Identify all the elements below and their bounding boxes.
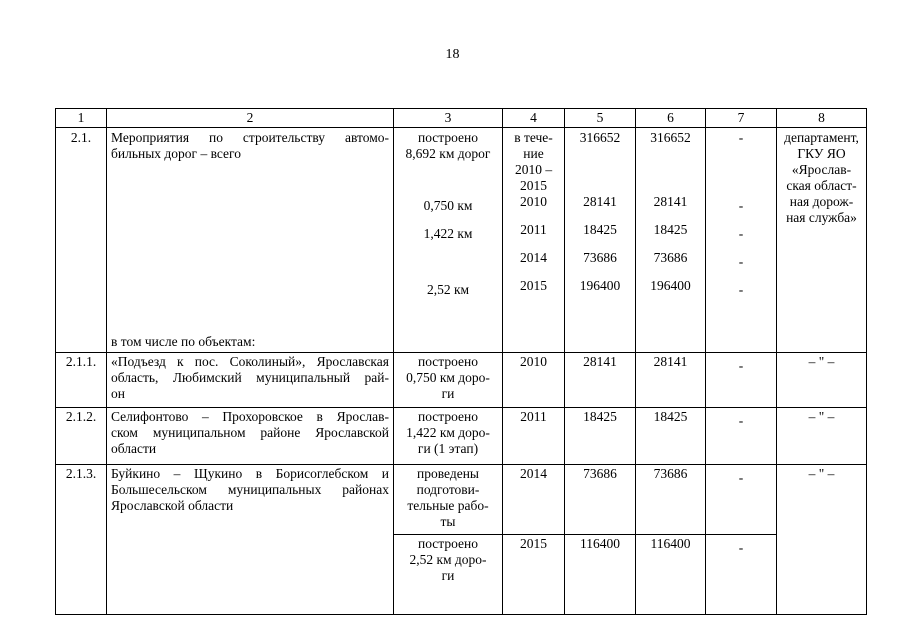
amount-a-cell bbox=[565, 535, 636, 615]
row-number bbox=[56, 408, 107, 465]
measure-name-cell bbox=[107, 465, 394, 615]
result-cell bbox=[394, 408, 503, 465]
sub-note: в том числе по объектам: bbox=[111, 334, 256, 349]
amount-value: - bbox=[738, 540, 744, 555]
result-line: ги bbox=[441, 568, 455, 583]
amount-value: - bbox=[738, 226, 744, 241]
measure-line: ском муниципальном районе Ярославской bbox=[111, 425, 389, 440]
result-cell bbox=[394, 353, 503, 408]
measure-line: Большесельском муниципальных районах bbox=[111, 482, 389, 497]
responsible-cell bbox=[777, 128, 867, 353]
row-number-text: 2.1. bbox=[70, 130, 92, 145]
amount-b-cell bbox=[636, 408, 706, 465]
measure-line: Ярославской области bbox=[111, 498, 234, 513]
year-cell bbox=[503, 535, 565, 615]
amount-value: 28141 bbox=[653, 194, 688, 209]
amount-value: 73686 bbox=[583, 466, 617, 481]
amount-value: 18425 bbox=[583, 409, 617, 424]
amount-value: - bbox=[738, 282, 744, 297]
result-line: 8,692 км дорог bbox=[405, 146, 491, 161]
program-table bbox=[55, 108, 867, 615]
table-row bbox=[56, 465, 867, 535]
period-line: 2010 – bbox=[514, 162, 553, 177]
result-line: построено bbox=[418, 354, 478, 369]
amount-b-cell bbox=[636, 465, 706, 535]
amount-value: 196400 bbox=[650, 278, 691, 293]
period-line: 2015 bbox=[520, 178, 547, 193]
amount-value: - bbox=[738, 413, 744, 428]
year-cell bbox=[503, 353, 565, 408]
amount-value: 18425 bbox=[653, 222, 688, 237]
row-number-text: 2.1.3. bbox=[65, 466, 97, 481]
amount-value: 73686 bbox=[653, 466, 688, 481]
row-number-text: 2.1.2. bbox=[65, 409, 97, 424]
amount-total: - bbox=[738, 130, 744, 145]
amount-total: 316652 bbox=[579, 130, 621, 145]
row-number bbox=[56, 465, 107, 615]
result-line: подготови- bbox=[416, 482, 480, 497]
amount-value: - bbox=[738, 254, 744, 269]
amount-a-cell bbox=[565, 353, 636, 408]
responsible-cell bbox=[777, 408, 867, 465]
result-cell bbox=[394, 128, 503, 353]
amount-c-cell bbox=[706, 535, 777, 615]
amount-a-cell bbox=[565, 408, 636, 465]
amount-value: 116400 bbox=[580, 536, 620, 551]
period-cell bbox=[503, 128, 565, 353]
header-cell: 1 bbox=[56, 109, 107, 128]
responsible-value: – " – bbox=[808, 354, 835, 369]
year-line: 2010 bbox=[520, 194, 547, 209]
amount-b-cell bbox=[636, 353, 706, 408]
amount-value: 73686 bbox=[653, 250, 688, 265]
responsible-value: – " – bbox=[808, 466, 835, 481]
result-line: проведены bbox=[417, 466, 479, 481]
result-cell bbox=[394, 535, 503, 615]
header-cell: 7 bbox=[706, 109, 777, 128]
responsible-cell bbox=[777, 353, 867, 408]
amount-value: - bbox=[738, 470, 744, 485]
result-line: 1,422 км доро- bbox=[406, 425, 490, 440]
result-line: 1,422 км bbox=[423, 226, 473, 241]
responsible-line: департамент, bbox=[784, 130, 859, 145]
year-cell bbox=[503, 465, 565, 535]
responsible-cell bbox=[777, 465, 867, 615]
amount-total: 316652 bbox=[650, 130, 691, 145]
amount-b-cell bbox=[636, 128, 706, 353]
amount-value: 28141 bbox=[653, 354, 688, 369]
year-value: 2011 bbox=[520, 409, 547, 424]
result-line: 2,52 км доро- bbox=[409, 552, 487, 567]
page-number: 18 bbox=[445, 47, 460, 62]
result-line: ги bbox=[441, 386, 455, 401]
responsible-line: ская област- bbox=[786, 178, 857, 193]
amount-c-cell bbox=[706, 353, 777, 408]
amount-value: 116400 bbox=[650, 536, 691, 551]
result-line bbox=[398, 254, 498, 282]
row-number-text: 2.1.1. bbox=[65, 354, 97, 369]
amount-value: 18425 bbox=[653, 409, 688, 424]
year-value: 2015 bbox=[520, 536, 547, 551]
amount-value: - bbox=[738, 358, 744, 373]
header-cell: 2 bbox=[107, 109, 394, 128]
period-line: в тече- bbox=[514, 130, 553, 145]
amount-a-cell bbox=[565, 128, 636, 353]
header-cell: 6 bbox=[636, 109, 706, 128]
measure-line: Буйкино – Щукино в Борисоглебском и bbox=[111, 466, 389, 481]
measure-name-cell bbox=[107, 408, 394, 465]
result-line: построено bbox=[418, 130, 478, 145]
result-line: 0,750 км доро- bbox=[406, 370, 490, 385]
amount-value: 73686 bbox=[583, 250, 617, 265]
year-value: 2014 bbox=[520, 466, 547, 481]
result-line: построено bbox=[418, 409, 478, 424]
measure-line: Селифонтово – Прохоровское в Ярослав- bbox=[111, 409, 389, 424]
year-line: 2015 bbox=[520, 278, 547, 293]
amount-value: 28141 bbox=[583, 354, 617, 369]
year-line: 2014 bbox=[520, 250, 547, 265]
row-number bbox=[56, 353, 107, 408]
measure-name-cell bbox=[107, 128, 394, 353]
amount-value: 28141 bbox=[583, 194, 617, 209]
amount-c-cell bbox=[706, 128, 777, 353]
table-row bbox=[56, 128, 867, 353]
year-line: 2011 bbox=[520, 222, 547, 237]
amount-c-cell bbox=[706, 465, 777, 535]
amount-b-cell bbox=[636, 535, 706, 615]
result-line: тельные рабо- bbox=[407, 498, 489, 513]
header-cell: 5 bbox=[565, 109, 636, 128]
measure-line: Мероприятия по строительству автомо- bbox=[111, 130, 389, 145]
measure-line: он bbox=[111, 386, 125, 401]
amount-c-cell bbox=[706, 408, 777, 465]
responsible-line: ная дорож- bbox=[789, 194, 854, 209]
measure-line: «Подъезд к пос. Соколиный», Ярославская bbox=[111, 354, 389, 369]
table-header-row bbox=[56, 109, 867, 128]
amount-a-cell bbox=[565, 465, 636, 535]
result-cell bbox=[394, 465, 503, 535]
period-line: ние bbox=[523, 146, 544, 161]
header-cell: 8 bbox=[777, 109, 867, 128]
measure-name bbox=[111, 130, 389, 162]
amount-value: 18425 bbox=[583, 222, 617, 237]
header-cell: 3 bbox=[394, 109, 503, 128]
table-row bbox=[56, 353, 867, 408]
year-value: 2010 bbox=[520, 354, 547, 369]
header-cell: 4 bbox=[503, 109, 565, 128]
measure-line: бильных дорог – всего bbox=[111, 146, 241, 161]
measure-line: области bbox=[111, 441, 157, 456]
responsible-line: ГКУ ЯО bbox=[797, 146, 846, 161]
result-line: 2,52 км bbox=[426, 282, 470, 297]
responsible-value: – " – bbox=[808, 409, 835, 424]
table-row bbox=[56, 408, 867, 465]
result-line: 0,750 км bbox=[423, 198, 473, 213]
amount-value: 196400 bbox=[579, 278, 621, 293]
measure-name-cell bbox=[107, 353, 394, 408]
result-line: построено bbox=[418, 536, 478, 551]
result-line: ги (1 этап) bbox=[417, 441, 479, 456]
responsible-line: «Ярослав- bbox=[791, 162, 852, 177]
responsible-line: ная служба» bbox=[786, 210, 857, 225]
result-line: ты bbox=[440, 514, 456, 529]
year-cell bbox=[503, 408, 565, 465]
row-number bbox=[56, 128, 107, 353]
amount-value: - bbox=[738, 198, 744, 213]
measure-line: область, Любимский муниципальный рай- bbox=[111, 370, 389, 385]
